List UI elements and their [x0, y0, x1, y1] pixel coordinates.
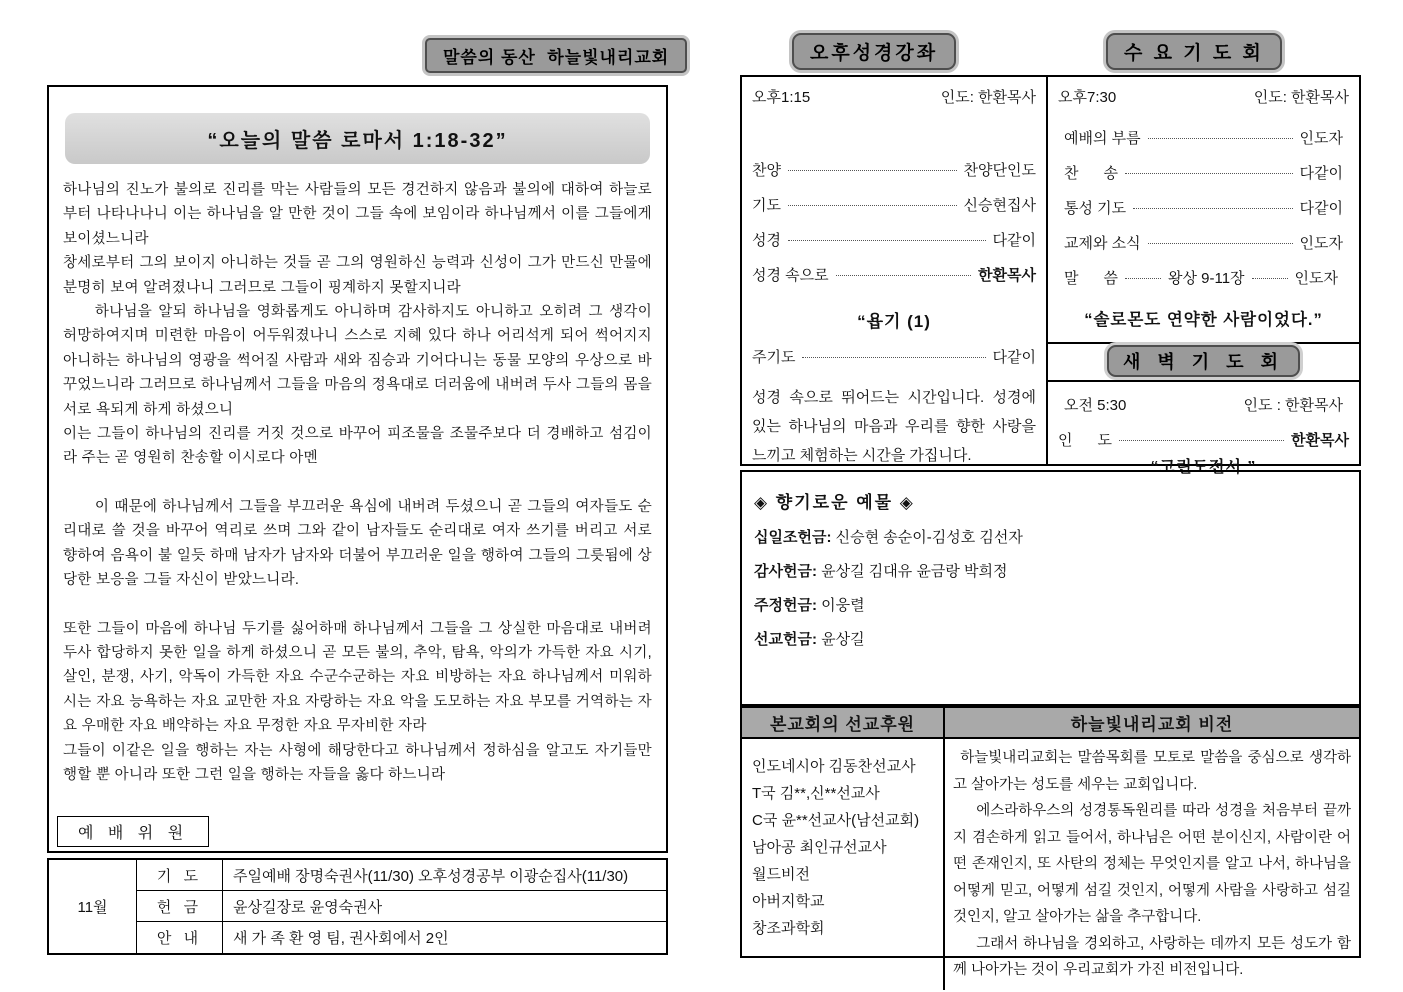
- dotted-leader: [836, 275, 971, 276]
- committee-row-value: 주일예배 장명숙권사(11/30) 오후성경공부 이광순집사(11/30): [223, 860, 666, 891]
- program-label: 주기도: [752, 349, 796, 366]
- program-value: 한환목사: [978, 267, 1036, 284]
- vision-paragraph: 에스라하우스의 성경통독원리를 따라 성경을 처음부터 끝까지 겸손하게 읽고 들어서, 하나님은 어떤 분이신지, 사람이란 어떤 존재인지, 또 사탄의 정체는 무엇인지를 알고 나서, 하나님을 어떻게 믿고, 어떻게 섬길 것인지, 어떻게 사람을 사랑하고 섬길 것인지, 알고 살아가는 삶을 추구합니다.: [953, 803, 1351, 925]
- offering-names: 이웅렬: [821, 597, 865, 614]
- program-value: 다같이: [992, 232, 1036, 249]
- offerings-title: ◈ 향기로운 예물 ◈: [754, 493, 915, 512]
- vision-paragraph: 하늘빛내리교회는 말씀목회를 모토로 말씀을 중심으로 생각하고 살아가는 성도를 세우는 교회입니다.: [953, 750, 1351, 793]
- wednesday-leader: 인도: 한환목사: [1253, 89, 1349, 106]
- program-value: 인도자: [1294, 270, 1339, 287]
- dawn-time: 오전 5:30: [1064, 397, 1127, 414]
- vision-header: 하늘빛내리교회 비전: [945, 708, 1359, 739]
- dotted-leader: [788, 170, 957, 171]
- wednesday-quote: “솔로몬도 연약한 사람이었다.”: [1084, 311, 1323, 329]
- program-label: 통성 기도: [1064, 200, 1127, 217]
- dotted-leader: [1125, 278, 1161, 279]
- mission-item: 인도네시아 김동찬선교사: [752, 758, 916, 775]
- program-row: [1064, 162, 1343, 183]
- dawn-prayer-section: [1058, 394, 1349, 477]
- program-value: 인도자: [1299, 130, 1343, 147]
- mission-item: 월드비전: [752, 866, 810, 883]
- scripture-paragraph: 하나님의 진노가 불의로 진리를 막는 사람들의 모든 경건하지 않음과 불의에 대하여 하늘로부터 나타나나니 이는 하나님을 알 만한 것이 그들 속에 보임이라 하나님께서 이를 그들에게 보이셨느니라: [63, 182, 652, 247]
- offering-line: [754, 628, 1347, 649]
- dotted-leader: [1148, 138, 1293, 139]
- wednesday-prayer-section: [1048, 77, 1359, 476]
- dawn-prayer-header: [1048, 342, 1359, 382]
- dotted-leader: [1148, 243, 1293, 244]
- mission-item: C국 윤**선교사(남선교회): [752, 812, 920, 829]
- offering-label: 선교헌금:: [754, 631, 817, 648]
- program-row-word: [1064, 267, 1343, 288]
- dotted-leader: [1133, 208, 1292, 209]
- program-label: 찬 송: [1064, 165, 1118, 182]
- offering-line: [754, 560, 1347, 581]
- scripture-paragraph: 이 때문에 하나님께서 그들을 부끄러운 욕심에 내버려 두셨으니 곧 그들의 여자들도 순리대로 쓸 것을 바꾸어 역리로 쓰며 그와 같이 남자들도 순리대로 여자 쓰기를 버리고 서로 향하여 음욕이 불 일듯 하매 남자가 남자와 더불어 부끄러운 일을 행하여 그들의 그릇됨에 상당한 보응을 그들 자신이 받았느니라.: [63, 498, 652, 589]
- dotted-leader: [802, 357, 985, 358]
- scripture-reference: 왕상 9-11장: [1168, 270, 1245, 287]
- program-row: [752, 194, 1036, 215]
- worship-committee-label: 예 배 위 원: [57, 816, 209, 847]
- mission-support-header: 본교회의 선교후원: [742, 708, 945, 739]
- offering-label: 주정헌금:: [754, 597, 817, 614]
- program-row: [752, 229, 1036, 250]
- vision-text: [945, 739, 1359, 990]
- committee-row-label: 기 도: [137, 860, 223, 891]
- vision-paragraph: 그래서 하나님을 경외하고, 사랑하는 데까지 모든 성도가 함께 나아가는 것이 우리교회가 가진 비전입니다.: [953, 935, 1351, 978]
- offering-names: 신승현 송순이-김성호 김선자: [835, 529, 1023, 546]
- program-label: 교제와 소식: [1064, 235, 1141, 252]
- service-programs-box: [740, 75, 1361, 476]
- dotted-leader: [788, 205, 957, 206]
- dawn-leader: 인도 : 한환목사: [1243, 397, 1343, 414]
- scripture-paragraph: 하나님을 알되 하나님을 영화롭게도 아니하며 감사하지도 아니하고 오히려 그 생각이 허망하여지며 미련한 마음이 어두워졌나니 스스로 지혜 있다 하나 어리석게 되어 썩어지지 아니하는 하나님의 영광을 썩어질 사람과 새와 짐승과 기어다니는 동물 모양의 우상으로 바꾸었느니라 그러므로 하나님께서 그들을 마음의 정욕대로 더러움에 내버려 두사 그들의 몸을 서로 욕되게 하게 하셨으니: [63, 304, 652, 418]
- afternoon-time: 오후1:15: [752, 89, 811, 106]
- program-value: 인도자: [1299, 235, 1343, 252]
- offerings-box: [740, 470, 1361, 706]
- offering-names: 윤상길: [821, 631, 865, 648]
- dotted-leader: [788, 240, 986, 241]
- committee-row-label: 안 내: [137, 922, 223, 953]
- program-value: 다같이: [1299, 165, 1343, 182]
- dotted-leader: [1119, 440, 1284, 441]
- program-row: [1064, 127, 1343, 148]
- program-value: 한환목사: [1291, 432, 1349, 449]
- mission-vision-table: [740, 706, 1361, 978]
- mission-item: T국 김**,신**선교사: [752, 785, 880, 802]
- program-row: [1064, 197, 1343, 218]
- program-value: 다같이: [992, 349, 1036, 366]
- offering-line: [754, 594, 1347, 615]
- program-label: 말 씀: [1064, 270, 1118, 287]
- program-label: 찬양: [752, 162, 781, 179]
- offering-label: 감사헌금:: [754, 563, 817, 580]
- sermon-title: “오늘의 말씀 로마서 1:18-32”: [65, 113, 650, 164]
- program-value: 다같이: [1299, 200, 1343, 217]
- afternoon-leader: 인도: 한환목사: [940, 89, 1036, 106]
- program-label: 성경 속으로: [752, 267, 829, 284]
- wednesday-prayer-badge: 수 요 기 도 회: [1106, 33, 1282, 70]
- program-row: [752, 346, 1036, 367]
- dawn-quote: “고린도전서 ”: [1150, 459, 1257, 476]
- offering-line: [754, 526, 1347, 547]
- scripture-paragraph: 또한 그들이 마음에 하나님 두기를 싫어하매 하나님께서 그들을 그 상실한 마음대로 내버려 두사 합당하지 못한 일을 하게 하셨으니 곧 모든 불의, 추악, 탐욕, 악의가 가득한 자요 시기, 살인, 분쟁, 사기, 악독이 가득한 자요 수군수군하는 자요 비방하는 자요 하나님께서 미워하시는 자요 능욕하는 자요 교만한 자요 자랑하는 자요 악을 도모하는 자요 부모를 거역하는 자요 우매한 자요 배약하는 자요 무정한 자요 무자비한 자라: [63, 620, 652, 735]
- program-row: [1058, 429, 1349, 450]
- dawn-prayer-badge: 새 벽 기 도 회: [1107, 345, 1300, 377]
- dotted-leader: [1125, 173, 1293, 174]
- scripture-text: [63, 178, 652, 787]
- worship-committee-table: [47, 858, 668, 955]
- mission-item: 창조과학회: [752, 920, 825, 937]
- program-value: 신승현집사: [963, 197, 1036, 214]
- offering-label: 십일조헌금:: [754, 529, 832, 546]
- program-value: 찬양단인도: [963, 162, 1036, 179]
- committee-month: 11월: [49, 860, 137, 953]
- program-row: [752, 159, 1036, 180]
- program-row: [752, 264, 1036, 285]
- scripture-paragraph: 이는 그들이 하나님의 진리를 거짓 것으로 바꾸어 피조물을 조물주보다 더 경배하고 섬김이라 주는 곧 영원히 찬송할 이시로다 아멘: [63, 426, 652, 467]
- scripture-paragraph: 창세로부터 그의 보이지 아니하는 것들 곧 그의 영원하신 능력과 신성이 그가 만드신 만물에 분명히 보여 알려졌나니 그러므로 그들이 핑계하지 못할지니라: [63, 255, 652, 296]
- committee-row-value: 윤상길장로 윤영숙권사: [223, 891, 666, 922]
- dotted-leader: [1252, 278, 1288, 279]
- afternoon-sermon-title: “욥기 (1): [857, 312, 931, 331]
- program-row: [1064, 232, 1343, 253]
- afternoon-note: 성경 속으로 뛰어드는 시간입니다. 성경에 있는 하나님의 마음과 우리를 향한 사랑을 느끼고 체험하는 시간을 가집니다.: [752, 389, 1036, 464]
- wednesday-time: 오후7:30: [1058, 89, 1117, 106]
- program-label: 예배의 부름: [1064, 130, 1141, 147]
- church-header-badge: 말씀의 동산 하늘빛내리교회: [425, 38, 687, 73]
- afternoon-bible-class-section: [742, 77, 1048, 464]
- program-label: 성경: [752, 232, 781, 249]
- offering-names: 윤상길 김대유 윤금랑 박희정: [821, 563, 1008, 580]
- scripture-paragraph: 그들이 이같은 일을 행하는 자는 사형에 해당한다고 하나님께서 정하심을 알고도 자기들만 행할 뿐 아니라 또한 그런 일을 행하는 자들을 옳다 하느니라: [63, 742, 652, 783]
- committee-row-label: 헌 금: [137, 891, 223, 922]
- program-label: 기도: [752, 197, 781, 214]
- committee-row-value: 새 가 족 환 영 팀, 권사회에서 2인: [233, 930, 449, 947]
- mission-list: [742, 739, 945, 990]
- mission-item: 아버지학교: [752, 893, 825, 910]
- mission-item: 남아공 최인규선교사: [752, 839, 887, 856]
- sermon-page: [47, 85, 668, 853]
- afternoon-bible-class-badge: 오후성경강좌: [792, 33, 956, 70]
- program-label: 인 도: [1058, 432, 1112, 449]
